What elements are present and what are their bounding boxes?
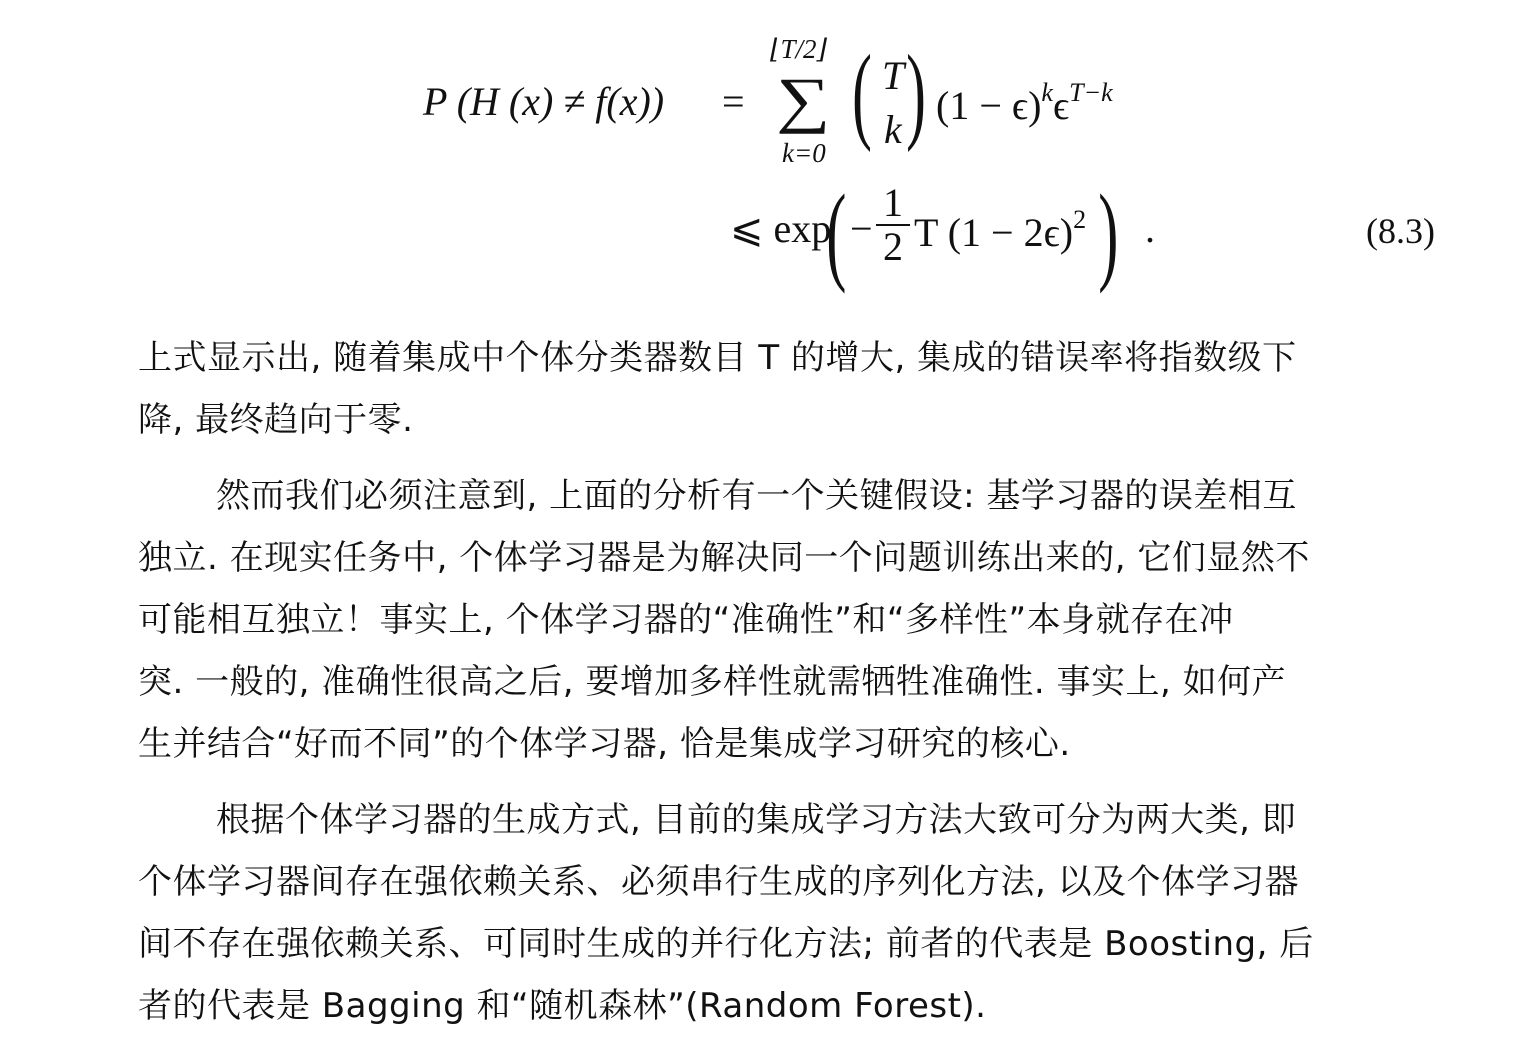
equation-8-3 [0,0,1524,300]
equation-number: (8.3) [1366,211,1435,251]
binom-left-paren: ( [852,34,872,153]
term-exponent-t-minus-k: T−k [1069,78,1113,107]
paragraph-3-line-4: 者的代表是 Bagging 和“随机森林”(Random Forest). [138,986,987,1026]
equation-lhs: P (H (x) ≠ f(x)) [423,79,665,124]
binomial-coefficient [852,34,932,158]
exp-right-paren: ) [1098,172,1119,294]
paragraph-2-line-4: 突. 一般的, 准确性很高之后, 要增加多样性就需牺牲准确性. 事实上, 如何产 [138,662,1287,702]
paragraph-1-line-1: 上式显示出, 随着集成中个体分类器数目 T 的增大, 集成的错误率将指数级下 [138,338,1297,378]
summation-sign: ∑ [776,65,831,135]
paragraph-1-line-2: 降, 最终趋向于零. [138,400,414,440]
exp-left-paren: ( [826,172,847,294]
sum-lower-limit: k=0 [782,138,826,168]
bound-leq-exp: ⩽ exp [730,206,832,251]
binom-right-paren: ) [906,34,926,153]
paragraph-2-line-5: 生并结合“好而不同”的个体学习器, 恰是集成学习研究的核心. [138,724,1071,764]
equals-sign: = [722,79,745,124]
paragraph-2-line-1: 然而我们必须注意到, 上面的分析有一个关键假设: 基学习器的误差相互 [216,476,1297,516]
paragraph-2-line-2: 独立. 在现实任务中, 个体学习器是为解决同一个问题训练出来的, 它们显然不 [138,538,1310,578]
term-epsilon: ϵ [1052,83,1070,128]
equation-period: . [1145,206,1155,251]
term-base: (1 − ϵ) [936,83,1042,128]
paragraph-3-line-3: 间不存在强依赖关系、可同时生成的并行化方法; 前者的代表是 Boosting, 后 [138,924,1314,964]
sum-term [936,78,1113,129]
exp-inner [914,205,1086,256]
fraction-one-half [876,180,910,269]
exp-minus: − [850,206,873,251]
paragraph-2-line-3: 可能相互独立！事实上, 个体学习器的“准确性”和“多样性”本身就存在冲 [138,600,1234,640]
fraction-numerator: 1 [883,180,903,225]
sum-upper-limit: ⌊T/2⌋ [770,34,828,64]
paragraph-3-line-2: 个体学习器间存在强依赖关系、必须串行生成的序列化方法, 以及个体学习器 [138,862,1300,902]
fraction-denominator: 2 [883,224,903,269]
binom-top: T [882,53,905,98]
binom-bottom: k [884,107,902,152]
inner-exponent: 2 [1073,205,1087,234]
inner-expression: T (1 − 2ϵ) [914,210,1074,255]
paragraph-3-line-1: 根据个体学习器的生成方式, 目前的集成学习方法大致可分为两大类, 即 [216,800,1297,840]
term-exponent-k: k [1041,78,1053,107]
